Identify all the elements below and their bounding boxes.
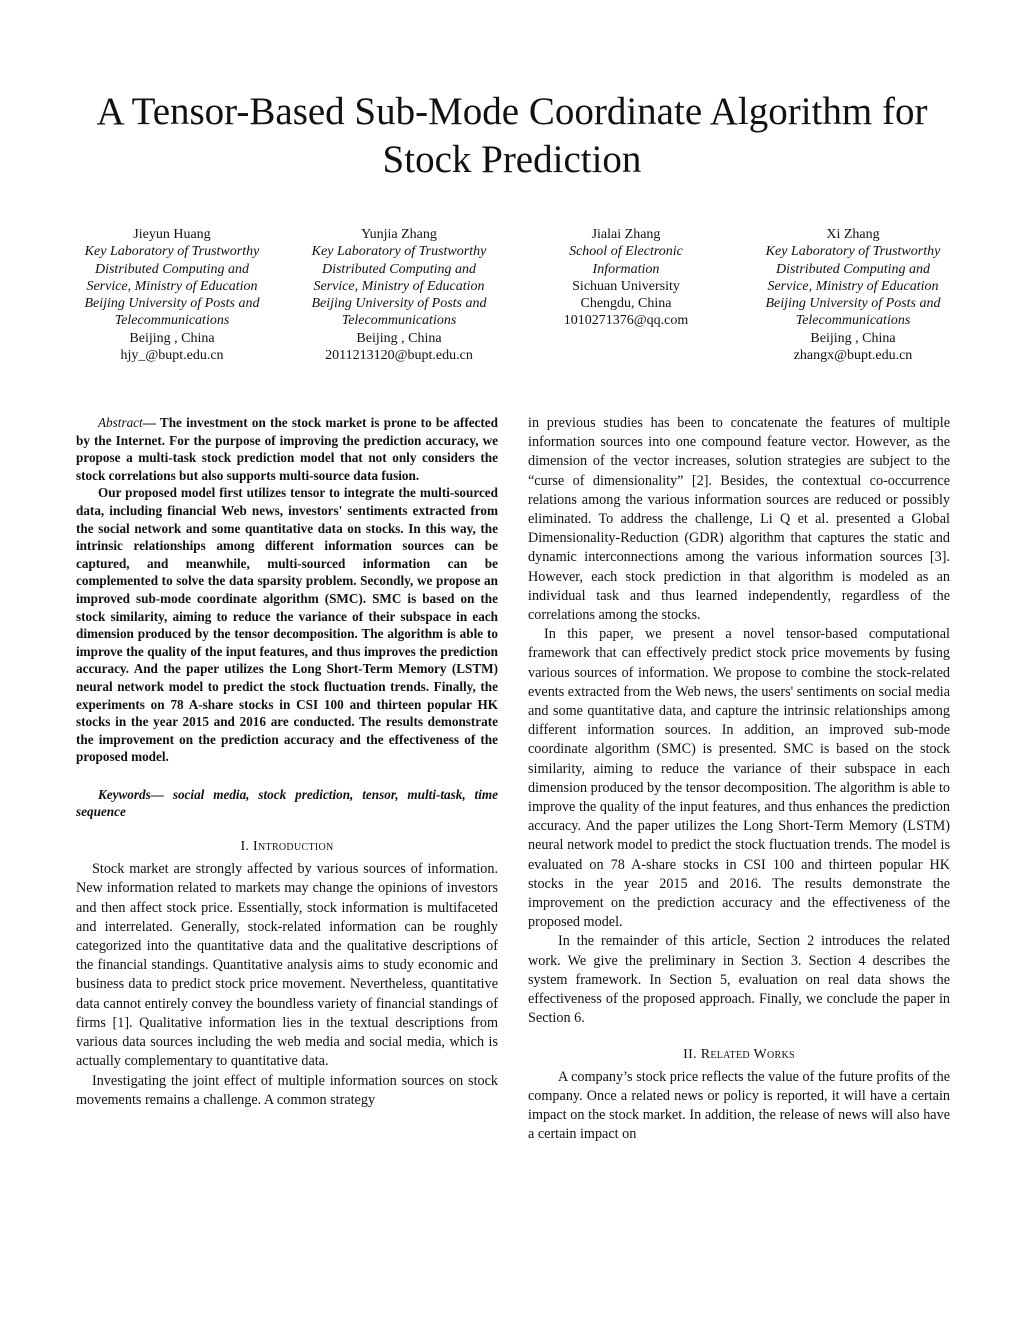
author-name: Jialai Zhang — [591, 227, 661, 242]
abstract-paragraph-2: Our proposed model first utilizes tensor to integrate the multi-sourced data, including financial Web news, investors' sentiments extracted from the social network and some quantitative data on stocks. In this way, the intrinsic relationships among different information sources can be captured, and meanwhile, multi-sourced information can be complemented to solve the data sparsity problem. Secondly, we propose an improved sub-mode coordinate algorithm (SMC). SMC is based on the stock similarity, aiming to reduce the variance of their subspace in each dimension produced by the tensor decomposition. The algorithm is able to improve the quality of the input features, and thus improves the prediction accuracy. And the paper utilizes the Long Short-Term Memory (LSTM) neural network model to predict the stock fluctuation trends. Finally, the experiments on 78 A-share stocks in CSI 100 and thirteen popular HK stocks in the year 2015 and 2016 are conducted. The results demonstrate the improvement on the prediction accuracy and the effectiveness of the proposed model. — [76, 485, 498, 765]
right-column — [528, 414, 950, 1145]
title-line-2: Stock Prediction — [382, 138, 642, 181]
paper-title — [40, 88, 984, 184]
author-affiliation: Distributed Computing and — [775, 261, 930, 277]
author-affiliation: Beijing University of Posts and — [311, 296, 487, 312]
title-line-1: A Tensor-Based Sub-Mode Coordinate Algorithm for — [96, 90, 928, 133]
author-affiliation: School of Electronic — [569, 244, 683, 260]
author-affiliation: Sichuan University — [572, 278, 680, 294]
author-name: Xi Zhang — [826, 227, 880, 242]
author-affiliation: Key Laboratory of Trustworthy — [311, 244, 487, 260]
left-column — [76, 414, 498, 1110]
section-title: Introduction — [253, 839, 334, 855]
author-affiliation: Telecommunications — [341, 313, 457, 329]
intro-paragraph-1: Stock market are strongly affected by various sources of information. New information related to markets may change the opinions of investors and then affect stock price. Essentially, stock information is multifaceted and interrelated. Generally, stock-related information can be roughly categorized into the quantitative data and the qualitative descriptions of the financial standings. Quantitative analysis aims to study economic and business data to predict stock price movement. Nevertheless, quantitative data cannot entirely convey the boundless variety of financial standings of firms [1]. Qualitative information lies in the textual descriptions from various data sources including the web media and social media, which is actually complementary to quantitative data. — [76, 861, 498, 1070]
section-heading-related-works — [528, 1045, 950, 1064]
section-number: I. — [240, 839, 250, 855]
author-affiliation: Telecommunications — [795, 313, 911, 329]
author-affiliation: Key Laboratory of Trustworthy — [765, 244, 941, 260]
section-heading-introduction — [76, 837, 498, 856]
author-affiliation: Service, Ministry of Education — [767, 278, 939, 294]
author-email: 1010271376@qq.com — [563, 313, 689, 329]
author-3 — [506, 226, 746, 330]
author-affiliation: Key Laboratory of Trustworthy — [84, 244, 260, 260]
author-affiliation: Service, Ministry of Education — [86, 278, 258, 294]
author-affiliation: Service, Ministry of Education — [313, 278, 485, 294]
abstract — [76, 414, 498, 766]
abstract-text: — The investment on the stock market is prone to be affected by the Internet. For the purpose of improving the prediction accuracy, we propose a multi-task stock prediction model that not only considers the stock correlations but also supports multi-source data fusion. — [76, 415, 498, 483]
keywords: Keywords— social media, stock prediction, tensor, multi-task, time sequence — [76, 786, 498, 820]
author-email: hjy_@bupt.edu.cn — [120, 348, 224, 364]
author-2 — [279, 226, 519, 364]
author-affiliation: Distributed Computing and — [321, 261, 476, 277]
section-title: Related Works — [700, 1046, 795, 1062]
related-paragraph-1: A company’s stock price reflects the value of the future profits of the company. Once a related news or policy is reported, it will have a certain impact on the stock market. In addition, the release of news will also have a certain impact on — [528, 1068, 950, 1143]
author-location: Beijing , China — [129, 330, 215, 346]
author-name: Yunjia Zhang — [361, 227, 437, 242]
author-location: Chengdu, China — [580, 296, 672, 312]
author-1 — [52, 226, 292, 364]
author-name: Jieyun Huang — [133, 227, 211, 242]
author-email: 2011213120@bupt.edu.cn — [325, 348, 473, 364]
author-location: Beijing , China — [356, 330, 442, 346]
author-4 — [733, 226, 973, 364]
author-affiliation: Beijing University of Posts and — [765, 296, 941, 312]
abstract-paragraph-1 — [76, 414, 498, 484]
author-block — [0, 226, 1024, 376]
intro-paragraph-3: In this paper, we present a novel tensor-based computational framework that can effectively predict stock price movements by fusing various sources of information. We propose to combine the stock-related events extracted from the Web news, the users' sentiments on social media and some quantitative data, and capture the intrinsic relationships among different information sources. In addition, an improved sub-mode coordinate algorithm (SMC) is presented. SMC is based on the stock similarity, aiming to reduce the variance of their subspace in each dimension produced by the tensor decomposition. The algorithm is able to improve the quality of the input features, and thus enhances the prediction accuracy. And the paper utilizes the Long Short-Term Memory (LSTM) neural network model to predict the stock fluctuation trends. The model is evaluated on 78 A-share stocks in CSI 100 and thirteen popular HK stocks in the year 2015 and 2016. The results demonstrate the improvement on the prediction accuracy and the effectiveness of the proposed model. — [528, 626, 950, 931]
author-email: zhangx@bupt.edu.cn — [793, 348, 913, 364]
author-affiliation: Distributed Computing and — [94, 261, 249, 277]
author-affiliation: Information — [592, 261, 660, 277]
author-location: Beijing , China — [810, 330, 896, 346]
author-affiliation: Beijing University of Posts and — [84, 296, 260, 312]
intro-paragraph-4: In the remainder of this article, Section 2 introduces the related work. We give the preliminary in Section 3. Section 4 describes the system framework. In Section 5, evaluation on real data shows the effectiveness of the proposed approach. Finally, we conclude the paper in Section 6. — [528, 933, 950, 1027]
intro-paragraph-2: Investigating the joint effect of multiple information sources on stock movements remains a challenge. A common strategy — [76, 1072, 498, 1108]
section-number: II. — [683, 1046, 697, 1062]
abstract-label: Abstract — [98, 415, 143, 430]
intro-paragraph-2-continued: in previous studies has been to concatenate the features of multiple information sources into one compound feature vector. However, as the dimension of the vector increases, solution strategies are subject to the “curse of dimensionality” [2]. Besides, the contextual co-occurrence relations among the various information sources are reduced or possibly eliminated. To address the challenge, Li Q et al. presented a Global Dimensionality-Reduction (GDR) algorithm that captures the static and dynamic interconnections among the various information sources [3]. However, each stock prediction in that algorithm is modeled as an individual task and thus learned independently, regardless of the correlations among the stocks. — [528, 415, 950, 624]
author-affiliation: Telecommunications — [114, 313, 230, 329]
